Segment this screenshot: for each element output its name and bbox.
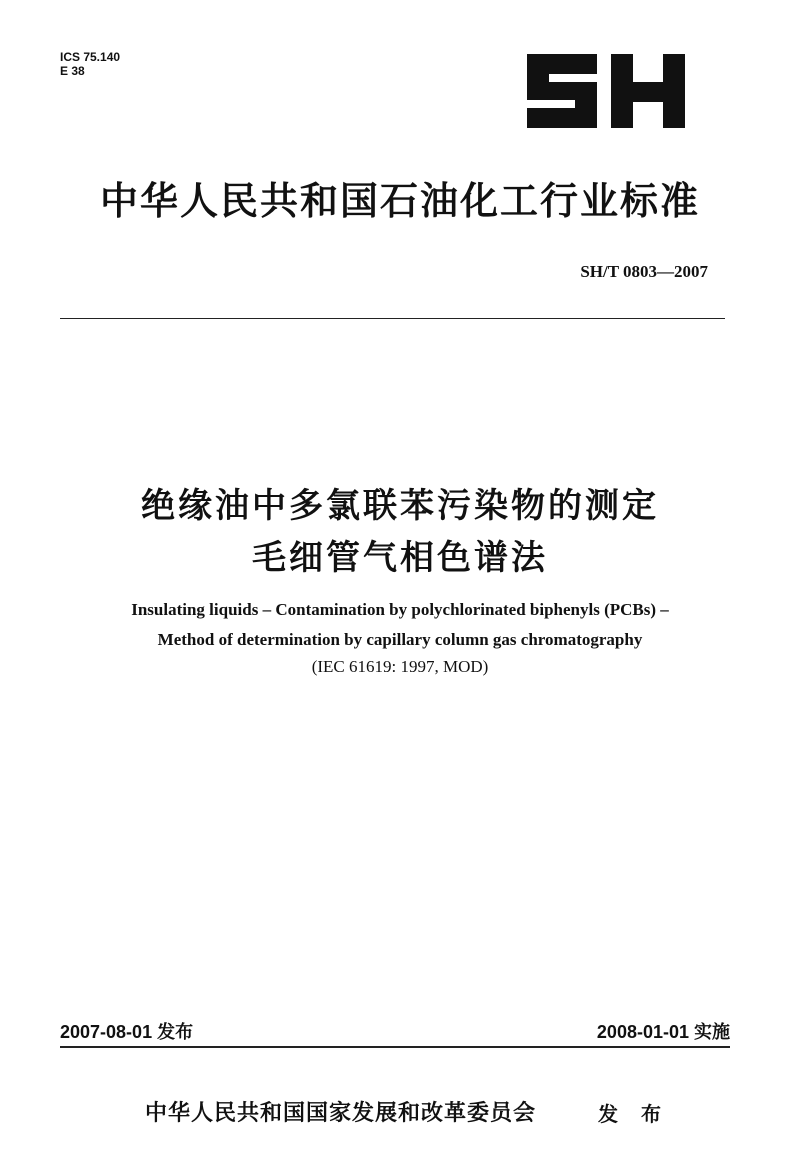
header-divider — [60, 318, 725, 319]
title-en-line2: Method of determination by capillary column gas chromatography — [157, 630, 643, 649]
sh-logo — [523, 50, 688, 132]
issuing-authority: 中华人民共和国国家发展和改革委员会 — [145, 1101, 537, 1126]
standard-number: SH/T 0803—2007 — [580, 262, 708, 281]
iec-reference: (IEC 61619: 1997, MOD) — [311, 657, 489, 676]
effective-date: 2008-01-01 实施 — [596, 1022, 730, 1042]
title-cn-line1: 绝缘油中多氯联苯污染物的测定 — [141, 486, 659, 526]
classification-codes — [60, 50, 120, 78]
ics-code: ICS 75.140 — [60, 50, 121, 64]
issue-label: 发 布 — [598, 1102, 669, 1126]
footer-divider — [60, 1046, 730, 1048]
logo-letter-s — [527, 54, 597, 128]
standard-category-title: 中华人民共和国石油化工行业标准 — [99, 179, 700, 223]
ccs-code: E 38 — [60, 64, 85, 78]
title-cn-line2: 毛细管气相色谱法 — [252, 538, 548, 578]
logo-letter-h — [611, 54, 685, 128]
publish-date: 2007-08-01 发布 — [60, 1022, 194, 1042]
title-en-line1: Insulating liquids – Contamination by polychlorinated biphenyls (PCBs) – — [131, 600, 669, 619]
